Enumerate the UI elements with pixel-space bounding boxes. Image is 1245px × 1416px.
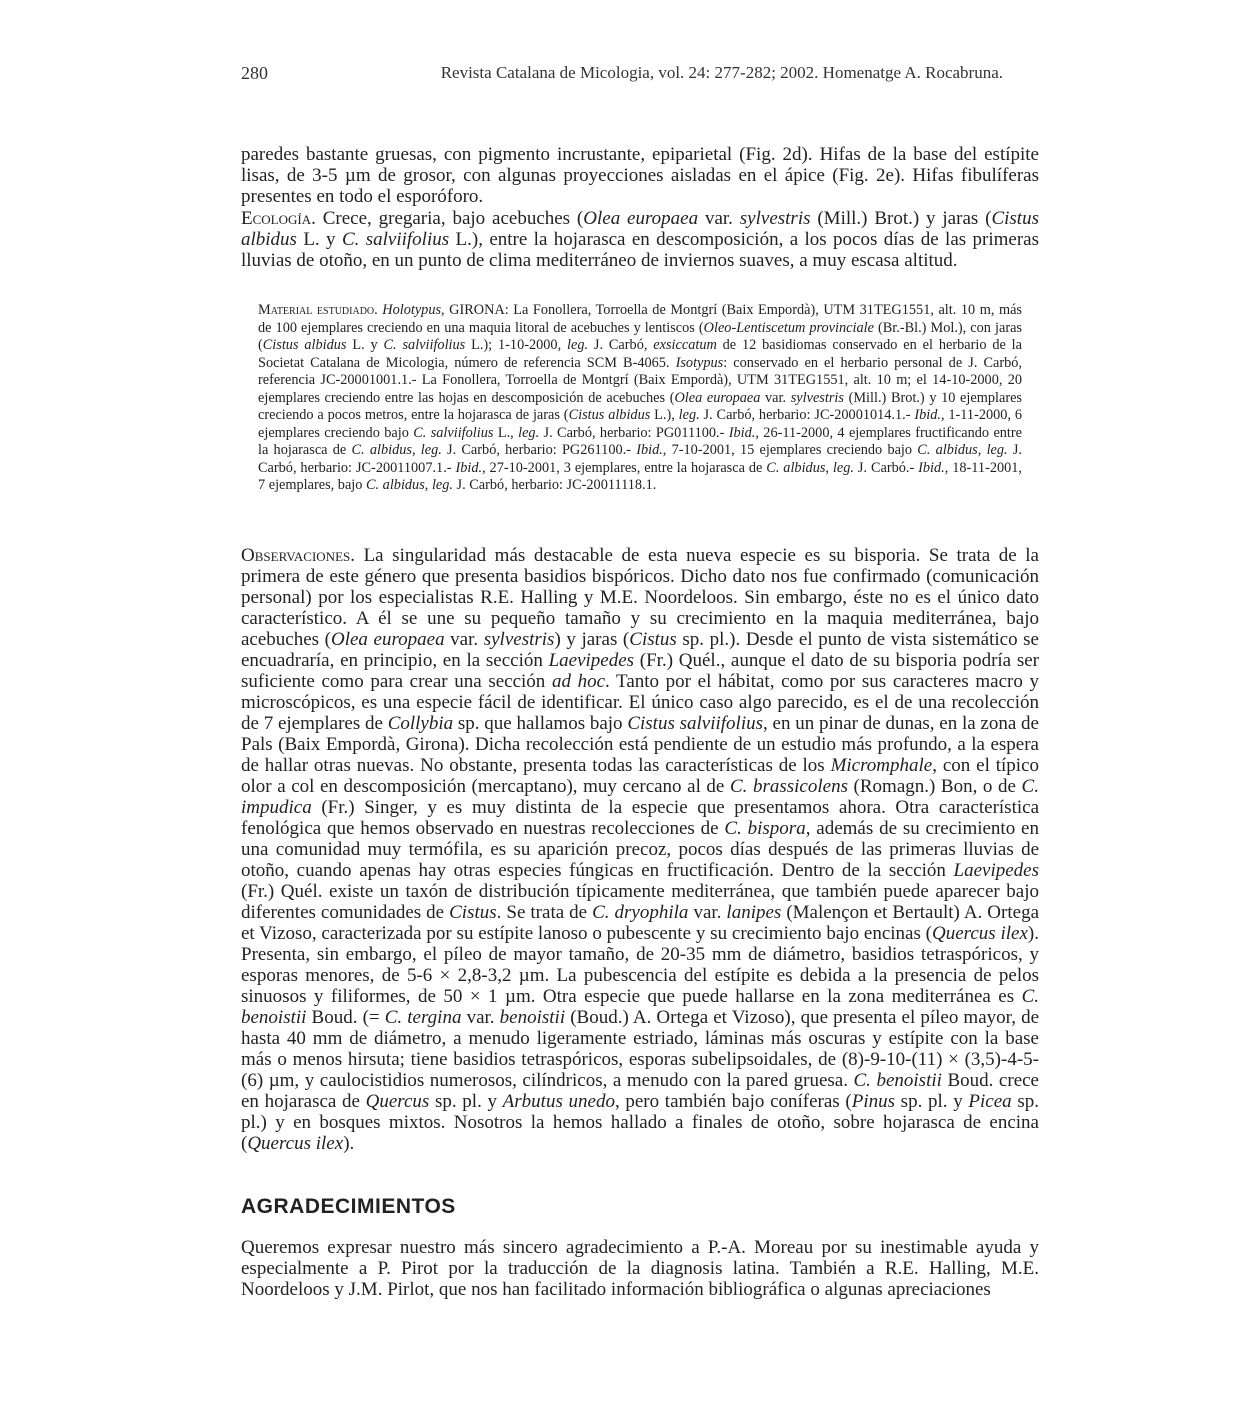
ecologia-paragraph: Ecología. Crece, gregaria, bajo acebuches (Olea europaea var. sylvestris (Mill.) Brot.) y jaras (Cistus albidus L. y C. salviifolius L.), entre la hojarasca en descomposición, a los pocos días de las primeras lluvias de otoño, en un punto de clima mediterráneo de inviernos suaves, a muy escasa altitud.: [241, 208, 1039, 271]
intro-paragraph: paredes bastante gruesas, con pigmento incrustante, epiparietal (Fig. 2d). Hifas de la base del estípite lisas, de 3-5 µm de grosor, con algunas proyecciones aisladas en el ápice (Fig. 2e). Hifas fibulíferas presentes en todo el esporóforo.: [241, 144, 1039, 207]
page-number: 280: [241, 63, 268, 83]
observaciones-label: Observaciones.: [241, 545, 355, 566]
material-label: Material estudiado.: [258, 302, 378, 319]
agradecimientos-paragraph: Queremos expresar nuestro más sincero agradecimiento a P.-A. Moreau por su inestimable ayuda y especialmente a P. Pirot por la traducción de la diagnosis latina. También a R.E. Halling, M.E. Noordeloos y J.M. Pirlot, que nos han facilitado información bibliográfica o algunas apreciaciones: [241, 1237, 1039, 1300]
running-header: [241, 63, 1003, 85]
ecologia-label: Ecología.: [241, 208, 316, 229]
agradecimientos-heading: AGRADECIMIENTOS: [241, 1195, 456, 1219]
observaciones-paragraph: Observaciones. La singularidad más destacable de esta nueva especie es su bisporia. Se trata de la primera de este género que presenta basidios bispóricos. Dicho dato nos fue confirmado (comunicación personal) por los especialistas R.E. Halling y M.E. Noordeloos. Sin embargo, éste no es el único dato característico. A él se une su pequeño tamaño y su crecimiento en la maquia mediterránea, bajo acebuches (Olea europaea var. sylvestris) y jaras (Cistus sp. pl.). Desde el punto de vista sistemático se encuadraría, en principio, en la sección Laevipedes (Fr.) Quél., aunque el dato de su bisporia podría ser suficiente como para crear una sección ad hoc. Tanto por el hábitat, como por sus caracteres macro y microscópicos, es una especie fácil de identificar. El único caso algo parecido, es el de una recolección de 7 ejemplares de Collybia sp. que hallamos bajo Cistus salviifolius, en un pinar de dunas, en la zona de Pals (Baix Empordà, Girona). Dicha recolección está pendiente de un estudio más profundo, a la espera de hallar otras nuevas. No obstante, presenta todas las características de los Micromphale, con el típico olor a col en descomposición (mercaptano), muy cercano al de C. brassicolens (Romagn.) Bon, o de C. impudica (Fr.) Singer, y es muy distinta de la especie que presentamos ahora. Otra característica fenológica que hemos observado en nuestras recolecciones de C. bispora, además de su crecimiento en una comunidad muy termófila, es su aparición precoz, pocos días después de las primeras lluvias de otoño, cuando apenas hay otras especies fúngicas en fructificación. Dentro de la sección Laevipedes (Fr.) Quél. existe un taxón de distribución típicamente mediterránea, que también puede aparecer bajo diferentes comunidades de Cistus. Se trata de C. dryophila var. lanipes (Malençon et Bertault) A. Ortega et Vizoso, caracterizada por su estípite lanoso o pubescente y su crecimiento bajo encinas (Quercus ilex). Presenta, sin embargo, el píleo de mayor tamaño, de 20-35 mm de diámetro, basidios tetraspóricos, y esporas menores, de 5-6 × 2,8-3,2 µm. La pubescencia del estípite es debida a la presencia de pelos sinuosos y filiformes, de 50 × 1 µm. Otra especie que puede hallarse en la zona mediterránea es C. benoistii Boud. (= C. tergina var. benoistii (Boud.) A. Ortega et Vizoso), que presenta el píleo mayor, de hasta 40 mm de diámetro, a menudo ligeramente estriado, láminas más oscuras y estípite con la base más o menos hirsuta; tiene basidios tetraspóricos, esporas subelipsoidales, de (8)-9-10-(11) × (3,5)-4-5-(6) µm, y caulocistidios numerosos, cilíndricos, a menudo con la pared gruesa. C. benoistii Boud. crece en hojarasca de Quercus sp. pl. y Arbutus unedo, pero también bajo coníferas (Pinus sp. pl. y Picea sp. pl.) y en bosques mixtos. Nosotros la hemos hallado a finales de otoño, sobre hojarasca de encina (Quercus ilex).: [241, 545, 1040, 1154]
journal-citation: Revista Catalana de Micologia, vol. 24: 277-282; 2002. Homenatge A. Rocabruna.: [440, 63, 1003, 82]
material-estudiado-paragraph: Material estudiado. Holotypus, GIRONA: La Fonollera, Torroella de Montgrí (Baix Empordà), UTM 31TEG1551, alt. 10 m, más de 100 ejemplares creciendo en una maquia litoral de acebuches y lentiscos (Oleo-Lentiscetum provinciale (Br.-Bl.) Mol.), con jaras (Cistus albidus L. y C. salviifolius L.); 1-10-2000, leg. J. Carbó, exsiccatum de 12 basidiomas conservado en el herbario de la Societat Catalana de Micologia, número de referencia SCM B-4065. Isotypus: conservado en el herbario personal de J. Carbó, referencia JC-20001001.1.- La Fonollera, Torroella de Montgrí (Baix Empordà), UTM 31TEG1551, alt. 10 m; el 14-10-2000, 20 ejemplares creciendo entre las hojas en descomposición de acebuches (Olea europaea var. sylvestris (Mill.) Brot.) y 10 ejemplares creciendo a pocos metros, entre la hojarasca de jaras (Cistus albidus L.), leg. J. Carbó, herbario: JC-20001014.1.- Ibid., 1-11-2000, 6 ejemplares creciendo bajo C. salviifolius L., leg. J. Carbó, herbario: PG011100.- Ibid., 26-11-2000, 4 ejemplares fructificando entre la hojarasca de C. albidus, leg. J. Carbó, herbario: PG261100.- Ibid., 7-10-2001, 15 ejemplares creciendo bajo C. albidus, leg. J. Carbó, herbario: JC-20011007.1.- Ibid., 27-10-2001, 3 ejemplares, entre la hojarasca de C. albidus, leg. J. Carbó.- Ibid., 18-11-2001, 7 ejemplares, bajo C. albidus, leg. J. Carbó, herbario: JC-20011118.1.: [258, 302, 1023, 494]
